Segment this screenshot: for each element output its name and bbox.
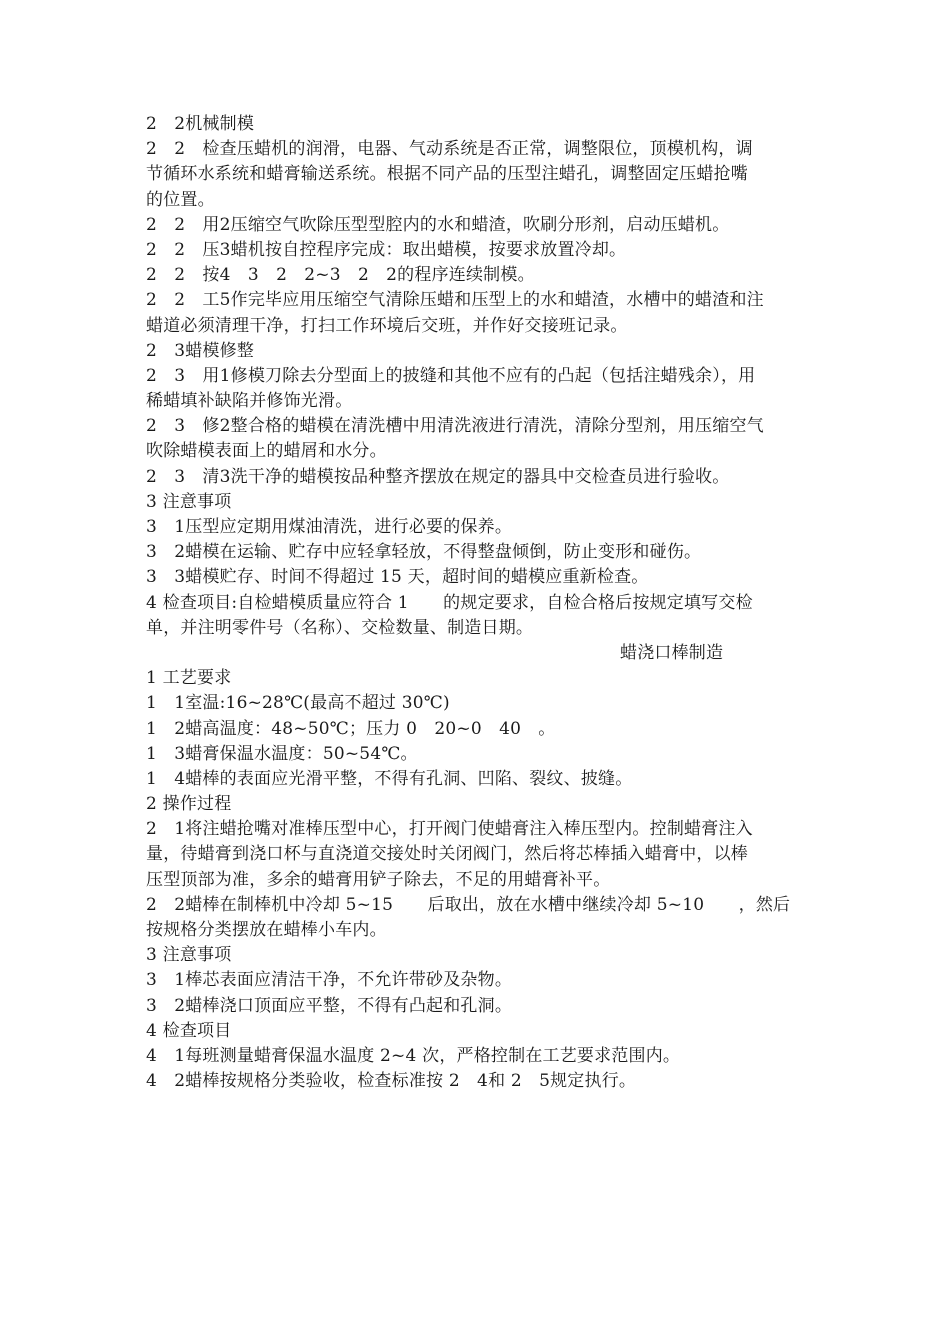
paragraph-line: 单，并注明零件号（名称）、交检数量、制造日期。 bbox=[146, 617, 534, 638]
section-heading: 3 注意事项 bbox=[146, 945, 232, 966]
paragraph-line: 压型顶部为准，多余的蜡膏用铲子除去，不足的用蜡膏补平。 bbox=[146, 869, 611, 890]
paragraph-line: 2 2 工5作完毕应用压缩空气清除压蜡和压型上的水和蜡渣，水槽中的蜡渣和注 bbox=[146, 290, 764, 311]
paragraph-line: 2 2 按4 3 2 2~3 2 2的程序连续制模。 bbox=[146, 265, 535, 286]
paragraph-line: 2 2 检查压蜡机的润滑，电器、气动系统是否正常，调整限位，顶模机构，调 bbox=[146, 139, 753, 160]
paragraph-line: 3 3蜡模贮存、时间不得超过 15 天，超时间的蜡模应重新检查。 bbox=[146, 567, 649, 588]
document-body bbox=[146, 112, 812, 1094]
section-heading: 2 2机械制模 bbox=[146, 114, 255, 134]
paragraph-line: 2 3 用1修模刀除去分型面上的披缝和其他不应有的凸起（包括注蜡残余），用 bbox=[146, 365, 756, 386]
paragraph-line: 4 1每班测量蜡膏保温水温度 2~4 次，严格控制在工艺要求范围内。 bbox=[146, 1045, 681, 1066]
paragraph-line: 2 1将注蜡抢嘴对准棒压型中心，打开阀门使蜡膏注入棒压型内。控制蜡膏注入 bbox=[146, 819, 753, 840]
paragraph-line: 1 1室温:16~28℃(最高不超过 30℃) bbox=[146, 693, 450, 714]
paragraph-line: 量，待蜡膏到浇口杯与直浇道交接处时关闭阀门，然后将芯棒插入蜡膏中，以棒 bbox=[146, 844, 748, 865]
paragraph-line: 3 2蜡棒浇口顶面应平整，不得有凸起和孔洞。 bbox=[146, 995, 513, 1016]
paragraph-line: 3 2蜡模在运输、贮存中应轻拿轻放，不得整盘倾倒，防止变形和碰伤。 bbox=[146, 542, 702, 563]
paragraph-line: 2 2 用2压缩空气吹除压型型腔内的水和蜡渣，吹刷分形剂，启动压蜡机。 bbox=[146, 214, 730, 235]
paragraph-line: 1 3蜡膏保温水温度：50~54℃。 bbox=[146, 743, 418, 764]
paragraph-line: 按规格分类摆放在蜡棒小车内。 bbox=[146, 920, 387, 940]
paragraph-line: 1 4蜡棒的表面应光滑平整，不得有孔洞、凹陷、裂纹、披缝。 bbox=[146, 768, 633, 789]
paragraph-line: 3 1压型应定期用煤油清洗，进行必要的保养。 bbox=[146, 517, 513, 537]
paragraph-line: 4 检查项目:自检蜡模质量应符合 1 的规定要求，自检合格后按规定填写交检 bbox=[146, 592, 753, 613]
paragraph-line: 吹除蜡模表面上的蜡屑和水分。 bbox=[146, 441, 387, 462]
paragraph-line: 节循环水系统和蜡膏输送系统。根据不同产品的压型注蜡孔，调整固定压蜡抢嘴 bbox=[146, 164, 748, 185]
section-heading: 1 工艺要求 bbox=[146, 668, 232, 689]
section-heading: 4 检查项目 bbox=[146, 1020, 232, 1041]
document-title: 蜡浇口棒制造 bbox=[620, 642, 724, 663]
paragraph-line: 2 2 压3蜡机按自控程序完成：取出蜡模，按要求放置冷却。 bbox=[146, 239, 627, 260]
paragraph-line: 的位置。 bbox=[146, 189, 215, 210]
paragraph-line: 3 1棒芯表面应清洁干净，不允许带砂及杂物。 bbox=[146, 970, 513, 991]
paragraph-line: 蜡道必须清理干净，打扫工作环境后交班，并作好交接班记录。 bbox=[146, 315, 628, 336]
paragraph-line: 4 2蜡棒按规格分类验收，检查标准按 2 4和 2 5规定执行。 bbox=[146, 1071, 637, 1092]
section-heading: 3 注意事项 bbox=[146, 491, 232, 512]
paragraph-line: 2 3 修2整合格的蜡模在清洗槽中用清洗液进行清洗，清除分型剂，用压缩空气 bbox=[146, 416, 764, 437]
paragraph-line: 1 2蜡高温度：48~50℃；压力 0 20~0 40 。 bbox=[146, 718, 556, 739]
paragraph-line: 稀蜡填补缺陷并修饰光滑。 bbox=[146, 391, 353, 412]
section-heading: 2 3蜡模修整 bbox=[146, 340, 255, 361]
section-heading: 2 操作过程 bbox=[146, 794, 232, 815]
paragraph-line: 2 2蜡棒在制棒机中冷却 5~15 后取出，放在水槽中继续冷却 5~10 ，然后 bbox=[146, 894, 791, 915]
paragraph-line: 2 3 清3洗干净的蜡模按品种整齐摆放在规定的器具中交检查员进行验收。 bbox=[146, 466, 730, 487]
